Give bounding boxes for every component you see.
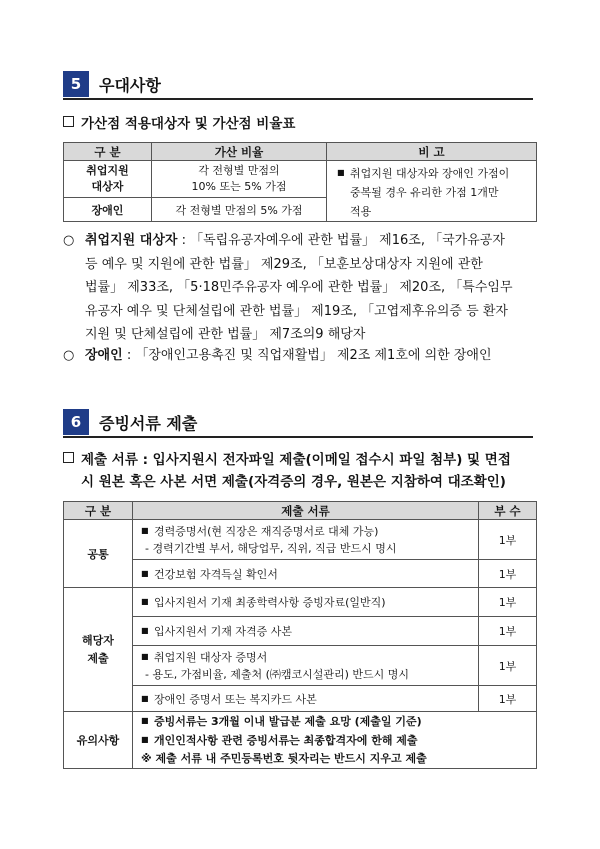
checkbox-square-icon <box>63 452 74 463</box>
documents-table <box>63 501 537 769</box>
document-cell: ■ 입사지원서 기재 최종학력사항 증빙자료(일반직) <box>133 588 479 617</box>
qty-cell: 1부 <box>479 520 537 560</box>
square-bullet-icon: ■ <box>141 626 149 635</box>
col-header: 구 분 <box>64 502 133 520</box>
section-6-header <box>63 409 533 435</box>
square-bullet-icon: ■ <box>141 693 149 703</box>
square-bullet-icon: ■ <box>141 652 149 661</box>
section-title: 증빙서류 제출 <box>99 414 198 433</box>
note-cell: ■ 취업지원 대상자와 장애인 가점이 중복될 경우 유리한 가점 1개만 적용 <box>327 161 537 222</box>
col-header: 부 수 <box>479 502 537 520</box>
qty-cell: 1부 <box>479 646 537 686</box>
circle-bullet-icon: ○ <box>63 348 75 363</box>
subheading: 제출 서류 : 입사지원시 전자파일 제출(이메일 접수시 파일 첨부) 및 면접 시 원본 혹은 사본 서면 제출(자격증의 경우, 원본은 지참하여 대조확인) <box>63 449 541 493</box>
rate-cell: 각 전형별 만점의 10% 또는 5% 가점 <box>152 161 327 198</box>
document-cell: ■ 경력증명서(현 직장은 재직증명서로 대체 가능) - 경력기간별 부서, 해당업무, 직위, 직급 반드시 명시 <box>133 520 479 560</box>
document-cell: ■ 취업지원 대상자 증명서 - 용도, 가점비율, 제출처 (㈜캠코시설관리) 반드시 명시 <box>133 646 479 686</box>
checkbox-square-icon <box>63 116 74 127</box>
notes-cell: ■ 증빙서류는 3개월 이내 발급분 제출 요망 (제출일 기준) ■ 개인인적사항 관련 증빙서류는 최종합격자에 한해 제출 ※ 제출 서류 내 주민등록번호 뒷자리는 반드시 지우고 제출 <box>133 712 537 769</box>
square-bullet-icon: ■ <box>141 526 149 535</box>
col-header: 구 분 <box>64 143 152 161</box>
group-cell-applicable: 해당자 제출 <box>64 588 133 712</box>
section-number: 6 <box>63 409 89 435</box>
qty-cell: 1부 <box>479 686 537 712</box>
document-cell: ■ 입사지원서 기재 자격증 사본 <box>133 617 479 646</box>
square-bullet-icon: ■ <box>141 735 149 744</box>
qty-cell: 1부 <box>479 588 537 617</box>
rate-cell: 각 전형별 만점의 5% 가점 <box>152 198 327 222</box>
square-bullet-icon: ■ <box>337 168 345 177</box>
square-bullet-icon: ■ <box>141 716 149 725</box>
paragraph-veterans: ○ 취업지원 대상자 : 「독립유공자예우에 관한 법률」 제16조, 「국가유공자 등 예우 및 지원에 관한 법률」 제29조, 「보훈보상대상자 지원에 관한 법률」 제33조, 「5·18민주유공자 예우에 관한 법률」 제20조, 「특수임무 유공자 예우 및 단체설립에 관한 법률」 제19조, 「고엽제후유의증 등 환자 지원 및 단체설립에 관한 법률」 제7조의9 해당자 <box>63 229 541 347</box>
col-header: 제출 서류 <box>133 502 479 520</box>
document-cell: ■ 장애인 증명서 또는 복지카드 사본 <box>133 686 479 712</box>
circle-bullet-icon: ○ <box>63 233 75 248</box>
bonus-table <box>63 142 537 222</box>
square-bullet-icon: ■ <box>141 568 149 578</box>
paragraph-disabled: ○ 장애인 : 「장애인고용촉진 및 직업재활법」 제2조 제1호에 의한 장애인 <box>63 344 541 368</box>
col-header: 비 고 <box>327 143 537 161</box>
square-bullet-icon: ■ <box>141 597 149 606</box>
qty-cell: 1부 <box>479 560 537 588</box>
group-cell-common: 공통 <box>64 520 133 588</box>
section-underline <box>63 436 533 438</box>
category-cell: 취업지원 대상자 <box>64 161 152 198</box>
subheading: 가산점 적용대상자 및 가산점 비율표 <box>63 113 295 135</box>
group-cell-notes: 유의사항 <box>64 712 133 769</box>
category-cell: 장애인 <box>64 198 152 222</box>
section-title: 우대사항 <box>99 76 161 95</box>
document-cell: ■ 건강보험 자격득실 확인서 <box>133 560 479 588</box>
section-number: 5 <box>63 71 89 97</box>
section-underline <box>63 98 533 100</box>
col-header: 가산 비율 <box>152 143 327 161</box>
section-5-header <box>63 71 533 97</box>
qty-cell: 1부 <box>479 617 537 646</box>
